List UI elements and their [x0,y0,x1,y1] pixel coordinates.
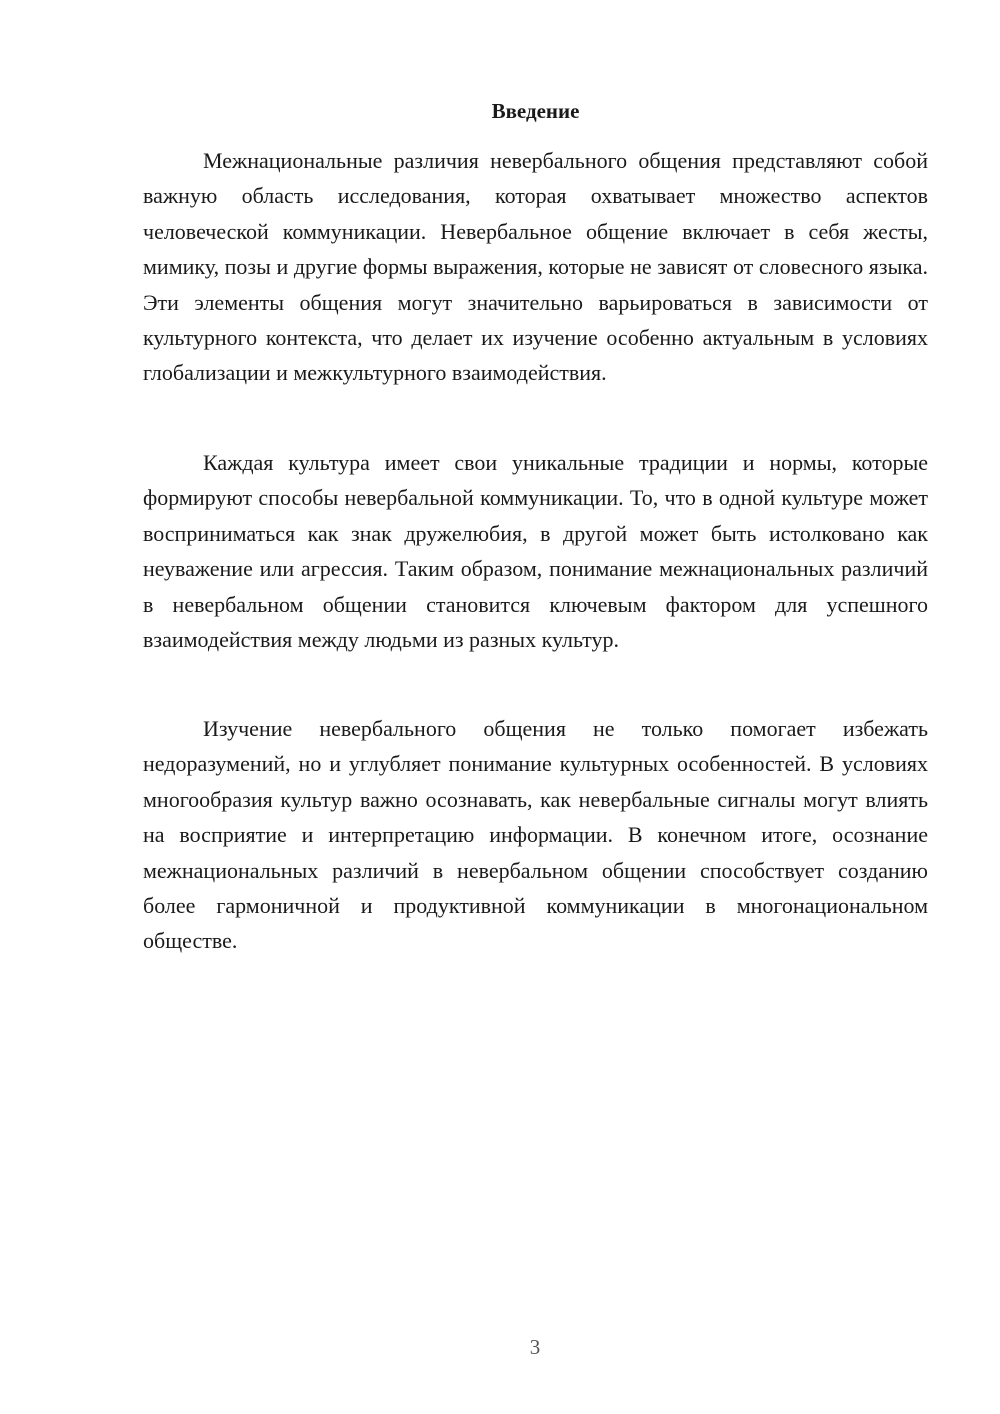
paragraph-3: Изучение невербального общения не только помогает избежать недоразумений, но и углубляет понимание культурных особенностей. В условиях многообразия культур важно осознавать, как невербальные сигналы могут влиять на восприятие и интерпретацию информации. В конечном итоге, осознание межнациональных различий в невербальном общении способствует созданию более гармоничной и продуктивной коммуникации в многонациональном обществе. [143,716,928,954]
paragraph-1: Межнациональные различия невербального общения представляют собой важную область исследования, которая охватывает множество аспектов человеческой коммуникации. Невербальное общение включает в себя жесты, мимику, позы и другие формы выражения, которые не зависят от словесного языка. Эти элементы общения могут значительно варьироваться в зависимости от культурного контекста, что делает их изучение особенно актуальным в условиях глобализации и межкультурного взаимодействия. [143,148,928,386]
paragraph-2: Каждая культура имеет свои уникальные традиции и нормы, которые формируют способы невербальной коммуникации. То, что в одной культуре может восприниматься как знак дружелюбия, в другой может быть истолковано как неуважение или агрессия. Таким образом, понимание межнациональных различий в невербальном общении становится ключевым фактором для успешного взаимодействия между людьми из разных культур. [143,450,928,653]
page-number: 3 [529,1335,541,1359]
page-title: Введение [491,99,580,123]
